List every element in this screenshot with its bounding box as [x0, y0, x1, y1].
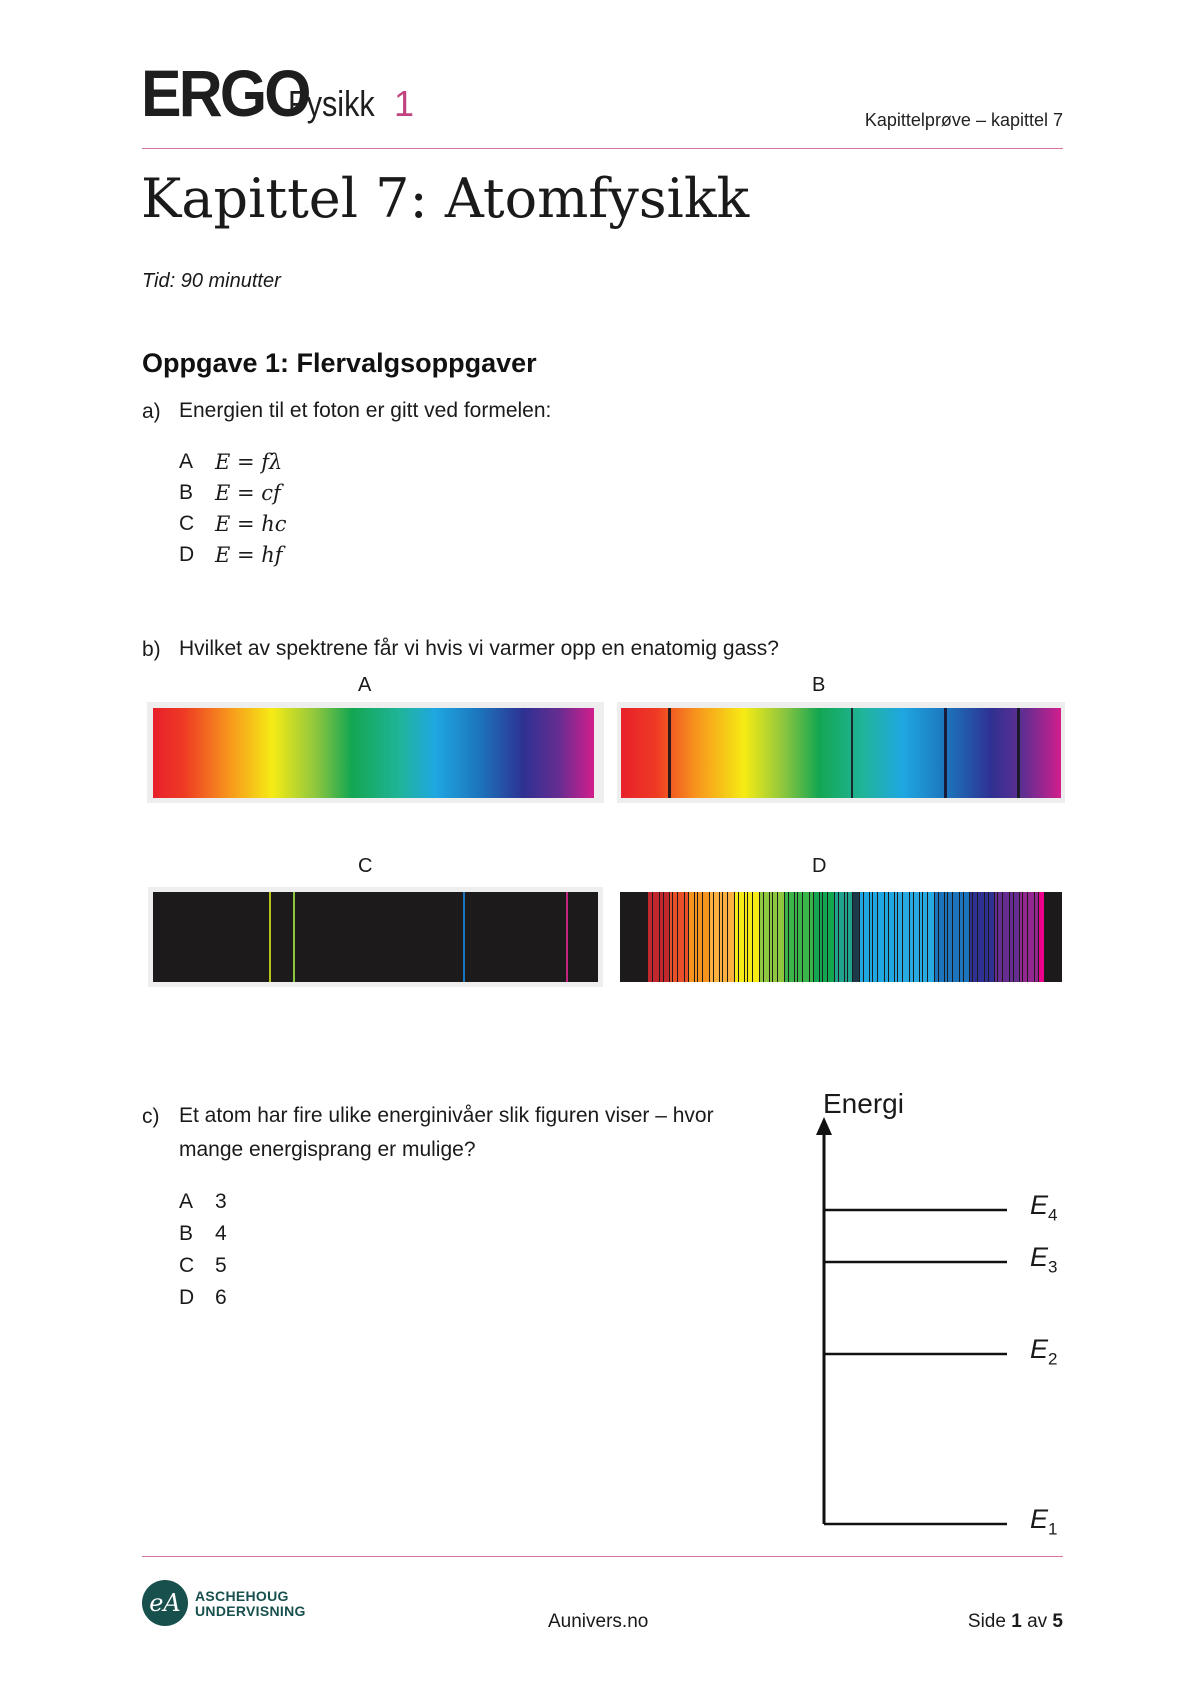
- band-line: [828, 892, 834, 982]
- band-line: [789, 892, 794, 982]
- band-line: [728, 892, 734, 982]
- band-line: [878, 892, 884, 982]
- spectrum-label-a: A: [358, 674, 372, 696]
- band-line: [745, 892, 747, 982]
- spectrum-label-b: B: [812, 674, 826, 696]
- band-line: [928, 892, 934, 982]
- option-letter: D: [179, 543, 195, 566]
- spectrum-a[interactable]: [147, 702, 604, 803]
- emission-line: [293, 892, 295, 982]
- band-line: [689, 892, 694, 982]
- band-line: [723, 892, 727, 982]
- question-letter: c): [142, 1105, 160, 1128]
- page-number: Side 1 av 5: [967, 1611, 1063, 1632]
- question-text-line1: Et atom har fire ulike energinivåer slik figuren viser – hvor: [179, 1104, 714, 1127]
- band-line: [839, 892, 844, 982]
- band-line: [1035, 892, 1038, 982]
- band-line: [814, 892, 819, 982]
- option-value: 6: [215, 1286, 227, 1309]
- footer-divider: [142, 1556, 1063, 1557]
- absorption-line: [944, 708, 947, 798]
- option-d[interactable]: [179, 1286, 227, 1310]
- band-line: [989, 892, 994, 982]
- band-line: [664, 892, 669, 982]
- spectrum-a-image: [147, 702, 604, 803]
- option-value: 3: [215, 1190, 227, 1213]
- level-label-2: $E_2$: [1030, 1334, 1058, 1369]
- band-line: [735, 892, 738, 982]
- band-line: [998, 892, 1002, 982]
- band-line: [835, 892, 838, 982]
- band-line: [970, 892, 972, 982]
- emission-line: [566, 892, 568, 982]
- question-letter: b): [142, 638, 161, 661]
- band-line: [803, 892, 809, 982]
- band-line: [848, 892, 852, 982]
- band-line: [939, 892, 944, 982]
- band-line: [810, 892, 813, 982]
- band-line: [853, 892, 859, 982]
- option-formula: E = cf: [215, 481, 281, 505]
- question-letter: a): [142, 400, 161, 423]
- band-line: [778, 892, 784, 982]
- page-title: Kapittel 7: Atomfysikk: [141, 167, 750, 230]
- band-line: [770, 892, 772, 982]
- band-line: [1014, 892, 1019, 982]
- band-line: [860, 892, 863, 982]
- band-line: [945, 892, 947, 982]
- band-line: [1028, 892, 1034, 982]
- option-d[interactable]: [179, 543, 283, 567]
- band-line: [798, 892, 802, 982]
- level-label-4: $E_4$: [1030, 1190, 1058, 1225]
- brand-logo: ERGO: [141, 56, 309, 130]
- spectrum-c[interactable]: [148, 887, 603, 987]
- option-formula: E = hc: [215, 512, 287, 536]
- band-line: [1023, 892, 1027, 982]
- band-line: [645, 892, 647, 982]
- band-line: [1039, 892, 1044, 982]
- question-text: Hvilket av spektrene får vi hvis vi varmer opp en enatomig gass?: [179, 637, 779, 660]
- product-name: Fysikk: [288, 83, 375, 124]
- band-line: [739, 892, 744, 982]
- band-line: [703, 892, 709, 982]
- band-line: [995, 892, 997, 982]
- spectrum-label-c: C: [358, 855, 373, 877]
- publisher-logo-icon: eA: [142, 1580, 188, 1626]
- option-letter: B: [179, 481, 194, 504]
- band-line: [978, 892, 984, 982]
- option-formula: E = fλ: [215, 450, 283, 474]
- band-line: [795, 892, 797, 982]
- absorption-line: [1017, 708, 1020, 798]
- band-line: [653, 892, 659, 982]
- option-b[interactable]: [179, 481, 281, 505]
- band-line: [845, 892, 847, 982]
- spectrum-b-image: [617, 702, 1065, 803]
- product-number: 1: [394, 83, 415, 124]
- time-limit: Tid: 90 minutter: [142, 270, 281, 292]
- band-line: [685, 892, 688, 982]
- energy-diagram: [815, 1088, 1075, 1540]
- band-line: [673, 892, 677, 982]
- band-line: [710, 892, 713, 982]
- band-line: [985, 892, 988, 982]
- band-line: [773, 892, 777, 982]
- band-line: [903, 892, 909, 982]
- band-line: [920, 892, 922, 982]
- option-letter: C: [179, 512, 195, 535]
- band-line: [764, 892, 769, 982]
- task-title: Oppgave 1: Flervalgsoppgaver: [142, 348, 537, 378]
- emission-line: [463, 892, 465, 982]
- band-line: [670, 892, 672, 982]
- band-line: [760, 892, 763, 982]
- option-c[interactable]: [179, 512, 287, 536]
- option-letter: C: [179, 1254, 195, 1277]
- band-line: [948, 892, 952, 982]
- option-letter: D: [179, 1286, 195, 1309]
- spectrum-c-image: [148, 887, 603, 987]
- band-line: [1003, 892, 1009, 982]
- absorption-line: [668, 708, 671, 798]
- document-type: Kapittelprøve – kapittel 7: [864, 110, 1063, 130]
- band-line: [964, 892, 969, 982]
- band-line: [870, 892, 872, 982]
- option-letter: A: [179, 450, 194, 473]
- question-text: Energien til et foton er gitt ved formelen:: [179, 399, 552, 422]
- band-line: [935, 892, 938, 982]
- band-line: [885, 892, 888, 982]
- band-line: [1020, 892, 1022, 982]
- band-line: [889, 892, 894, 982]
- option-a[interactable]: [179, 1190, 227, 1214]
- band-line: [910, 892, 913, 982]
- emission-line: [269, 892, 271, 982]
- band-line: [864, 892, 869, 982]
- spectrum-b[interactable]: [617, 702, 1065, 803]
- option-c[interactable]: [179, 1254, 227, 1278]
- band-line: [960, 892, 963, 982]
- level-label-3: $E_3$: [1030, 1242, 1058, 1277]
- band-line: [660, 892, 663, 982]
- band-line: [914, 892, 919, 982]
- option-b[interactable]: [179, 1222, 227, 1246]
- spectrum-d[interactable]: [620, 892, 1062, 982]
- publisher-name: ASCHEHOUG UNDERVISNING: [195, 1588, 306, 1619]
- band-line: [648, 892, 652, 982]
- option-letter: A: [179, 1190, 194, 1213]
- question-text-line2: mange energisprang er mulige?: [179, 1138, 476, 1161]
- band-line: [753, 892, 759, 982]
- energy-axis-label: Energi: [823, 1088, 904, 1119]
- band-line: [973, 892, 977, 982]
- option-formula: E = hf: [215, 543, 283, 567]
- band-line: [698, 892, 702, 982]
- band-line: [720, 892, 722, 982]
- band-line: [923, 892, 927, 982]
- band-line: [953, 892, 959, 982]
- band-line: [1010, 892, 1013, 982]
- band-line: [785, 892, 788, 982]
- absorption-line: [851, 708, 853, 798]
- spectrum-d-image: [620, 892, 1062, 982]
- band-line: [748, 892, 752, 982]
- option-letter: B: [179, 1222, 194, 1245]
- site-link[interactable]: Aunivers.no: [548, 1611, 649, 1632]
- option-a[interactable]: [179, 450, 283, 474]
- band-line: [695, 892, 697, 982]
- band-line: [714, 892, 719, 982]
- band-line: [823, 892, 827, 982]
- spectrum-label-d: D: [812, 855, 827, 877]
- band-line: [898, 892, 902, 982]
- header-divider: [142, 148, 1063, 149]
- band-line: [895, 892, 897, 982]
- band-line: [873, 892, 877, 982]
- option-value: 4: [215, 1222, 227, 1245]
- option-value: 5: [215, 1254, 227, 1277]
- band-line: [678, 892, 684, 982]
- band-line: [820, 892, 822, 982]
- energy-diagram-svg: [815, 1100, 1075, 1540]
- level-label-1: $E_1$: [1030, 1504, 1058, 1539]
